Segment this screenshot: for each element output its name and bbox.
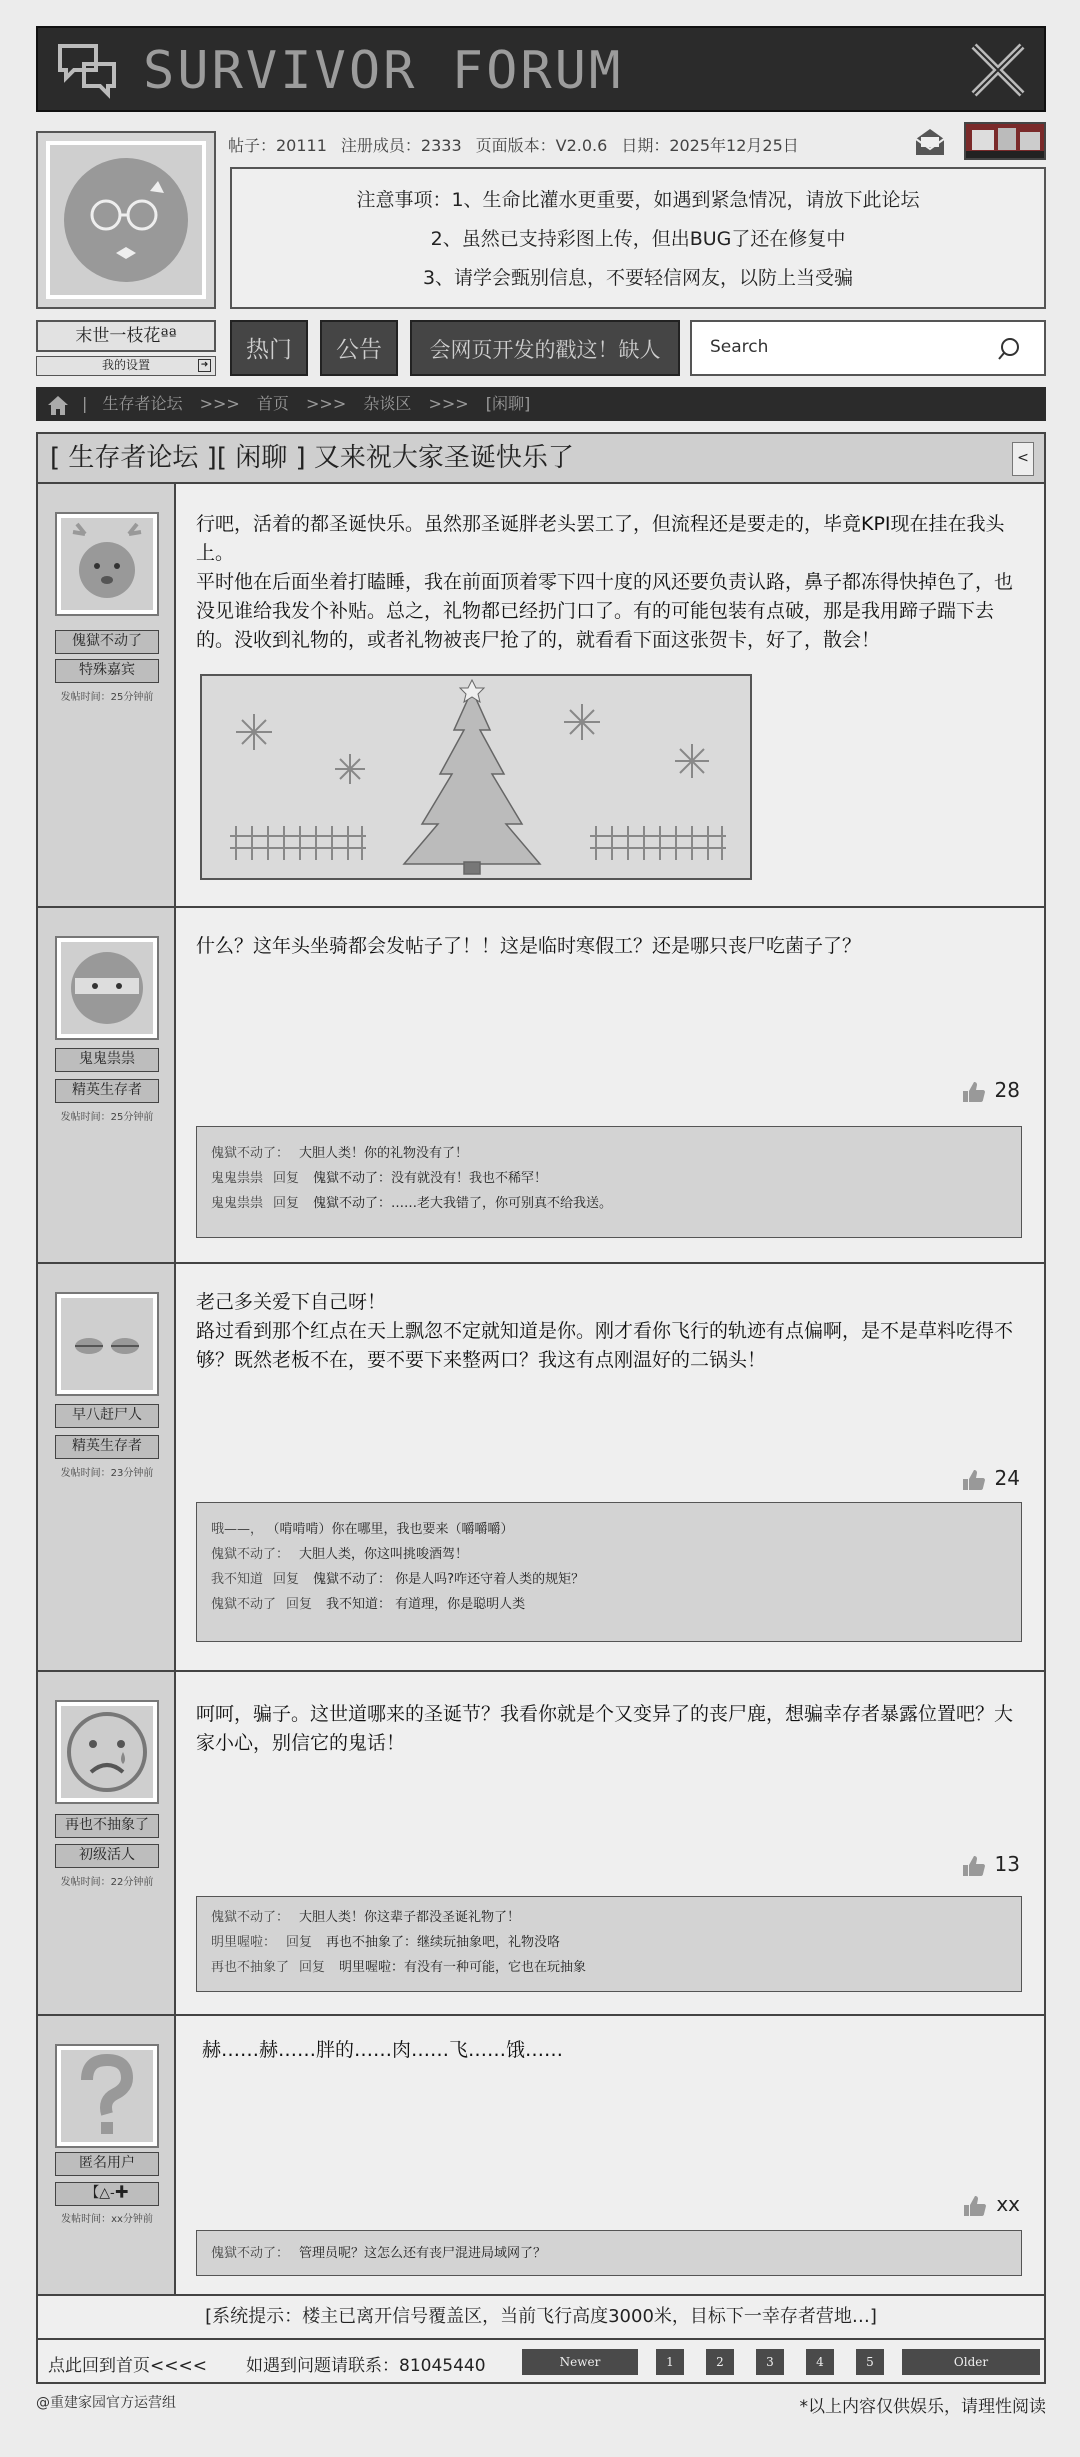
post-content: 老己多关爱下自己呀！ 路过看到那个红点在天上飘忽不定就知道是你。刚才看你飞行的轨迹有点偏啊，是不是草料吃得不够？既然老板不在，要不要下来整两口？我这有点刚温好的二锅头！ [196, 1291, 1014, 1371]
post-content: 赫……赫……胖的……肉……飞……饿…… [202, 2039, 564, 2061]
user-name-badge[interactable]: 再也不抽象了 [55, 1814, 159, 1838]
forum-title: SURVIVOR FORUM [143, 41, 624, 101]
nav-announcement-button[interactable]: 公告 [320, 320, 398, 376]
user-avatar[interactable] [36, 131, 216, 309]
post-time: 发帖时间：25分钟前 [60, 1112, 154, 1123]
user-name-badge[interactable]: 匿名用户 [55, 2152, 159, 2176]
reply-item: 哦——， （啃啃啃）你在哪里，我也要来（嚼嚼嚼） [211, 1522, 514, 1537]
chat-bubbles-icon [56, 42, 118, 100]
reply-item: 傀獄不动了 回复 我不知道： 有道理，你是聪明人类 [211, 1597, 526, 1612]
older-button[interactable]: Older [902, 2349, 1040, 2375]
sleepy-face-icon [57, 1294, 157, 1394]
user-name-badge[interactable]: 鬼鬼祟祟 [55, 1048, 159, 1072]
reply-item: 傀獄不动了： 管理员呢？这怎么还有丧尸混进局域网了？ [211, 2246, 547, 2261]
page-3-button[interactable]: 3 [756, 2349, 784, 2375]
page-4-button[interactable]: 4 [806, 2349, 834, 2375]
post-2 [36, 908, 1046, 1264]
search-icon[interactable] [996, 336, 1022, 362]
post-4 [36, 1672, 1046, 2016]
like-button[interactable]: xx [962, 2192, 1020, 2217]
home-icon[interactable] [46, 394, 70, 416]
system-notice: [系统提示：楼主已离开信号覆盖区，当前飞行高度3000米，目标下一幸存者营地…] [36, 2296, 1046, 2340]
forum-stats: 帖子：20111 注册成员：2333 页面版本：V2.0.6 日期：2025年12月25日 [228, 136, 799, 155]
thumbs-up-icon [962, 2195, 986, 2217]
username: 末世一枝花ªª [36, 320, 216, 352]
newer-button[interactable]: Newer [522, 2349, 638, 2375]
reindeer-icon [57, 514, 157, 614]
footer-bar [36, 2340, 1046, 2384]
go-home-link[interactable]: 点此回到首页<<<< [48, 2356, 207, 2376]
like-button[interactable]: 13 [961, 1852, 1020, 1877]
reply-item: 鬼鬼祟祟 回复 傀獄不动了：……老大我错了，你可别真不给我送。 [211, 1196, 613, 1211]
sleepy-avatar[interactable] [55, 1292, 159, 1396]
exit-icon: ➜ [198, 359, 211, 372]
contact-info: 如遇到问题请联系：81045440 [246, 2356, 486, 2376]
christmas-card-image [200, 674, 752, 880]
thumbs-up-icon [961, 1081, 985, 1103]
reply-list [196, 1502, 1022, 1642]
page-2-button[interactable]: 2 [706, 2349, 734, 2375]
breadcrumb-home[interactable]: 首页 [256, 394, 289, 413]
thumbs-up-icon [961, 1855, 985, 1877]
search-input[interactable]: Search [690, 320, 1046, 376]
post-3 [36, 1264, 1046, 1672]
reply-item: 傀獄不动了： 大胆人类！你的礼物没有了！ [211, 1146, 469, 1161]
reply-item: 明里喔啦： 回复 再也不抽象了：继续玩抽象吧，礼物没咯 [211, 1935, 561, 1950]
copyright: @重建家园官方运营组 [36, 2395, 176, 2411]
post-content: 呵呵，骗子。这世道哪来的圣诞节？我看你就是个又变异了的丧尸鹿，想骗幸存者暴露位置吧？大家小心，别信它的鬼话！ [196, 1703, 1014, 1754]
user-rank-badge: 特殊嘉宾 [55, 659, 159, 683]
page-1-button[interactable]: 1 [656, 2349, 684, 2375]
reply-item: 再也不抽象了 回复 明里喔啦：有没有一种可能，它也在玩抽象 [211, 1960, 587, 1975]
post-content: 行吧，活着的都圣诞快乐。虽然那圣诞胖老头罢工了，但流程还是要走的，毕竟KPI现在挂在我头上。 平时他在后面坐着打瞌睡，我在前面顶着零下四十度的风还要负责认路，鼻子都冻得快掉色了，也没见谁给我发个补贴。总之，礼物都已经扔门口了。有的可能包装有点破，那是我用蹄子踹下去的。没收到礼物的，或者礼物被丧尸抢了的，就看看下面这张贺卡，好了，散会！ [196, 513, 1014, 651]
breadcrumb: | 生存者论坛 >>> 首页 >>> 杂谈区 >>> [闲聊] [36, 387, 1046, 421]
sad-avatar[interactable] [55, 1700, 159, 1804]
reply-list [196, 1896, 1022, 1992]
disclaimer: *以上内容仅供娱乐，请理性阅读 [799, 2397, 1046, 2417]
breadcrumb-chat[interactable]: [闲聊] [485, 394, 531, 413]
nav-hot-button[interactable]: 热门 [230, 320, 308, 376]
user-name-badge[interactable]: 早八赶尸人 [55, 1404, 159, 1428]
sad-face-icon [57, 1702, 157, 1802]
nerd-face-icon [50, 145, 202, 295]
thread-title: [ 生存者论坛 ][ 闲聊 ] 又来祝大家圣诞快乐了 < [36, 432, 1046, 484]
my-settings-button[interactable]: 我的设置 ➜ [36, 356, 216, 376]
collapse-button[interactable]: < [1012, 442, 1034, 476]
question-mark-icon [57, 2046, 157, 2146]
post-time: 发帖时间：xx分钟前 [61, 2214, 153, 2225]
breadcrumb-misc[interactable]: 杂谈区 [363, 394, 412, 413]
like-button[interactable]: 28 [961, 1078, 1020, 1103]
reply-list [196, 1126, 1022, 1238]
user-rank-badge: 精英生存者 [55, 1079, 159, 1103]
like-button[interactable]: 24 [961, 1466, 1020, 1491]
ninja-icon [57, 938, 157, 1038]
survivor-camp-banner[interactable] [964, 122, 1046, 160]
post-content: 什么？这年头坐骑都会发帖子了！！这是临时寒假工？还是哪只丧尸吃菌子了？ [196, 935, 862, 957]
user-rank-badge: 【△-✚ [55, 2182, 159, 2206]
mail-icon[interactable] [913, 125, 947, 159]
ninja-avatar[interactable] [55, 936, 159, 1040]
post-time: 发帖时间：23分钟前 [60, 1468, 154, 1479]
forum-header [36, 26, 1046, 112]
page-5-button[interactable]: 5 [856, 2349, 884, 2375]
post-time: 发帖时间：22分钟前 [60, 1877, 154, 1888]
reindeer-avatar[interactable] [55, 512, 159, 616]
notice-board: 注意事项：1、生命比灌水更重要，如遇到紧急情况，请放下此论坛 2、虽然已支持彩图上传，但出BUG了还在修复中 3、请学会甄别信息，不要轻信网友，以防上当受骗 [230, 167, 1046, 309]
anonymous-avatar[interactable] [55, 2044, 159, 2148]
reply-list [196, 2230, 1022, 2276]
reply-item: 傀獄不动了： 大胆人类！你这辈子都没圣诞礼物了！ [211, 1910, 521, 1925]
nav-dev-recruit-button[interactable]: 会网页开发的戳这！缺人 [410, 320, 680, 376]
close-icon[interactable] [968, 40, 1028, 100]
reply-item: 傀獄不动了： 大胆人类，你这叫挑唆酒驾！ [211, 1547, 469, 1562]
post-time: 发帖时间：25分钟前 [60, 692, 154, 703]
user-rank-badge: 初级活人 [55, 1844, 159, 1868]
reply-item: 我不知道 回复 傀獄不动了： 你是人吗?咋还守着人类的规矩？ [211, 1572, 585, 1587]
user-name-badge[interactable]: 傀獄不动了 [55, 630, 159, 654]
breadcrumb-forum[interactable]: 生存者论坛 [102, 394, 183, 413]
user-rank-badge: 精英生存者 [55, 1435, 159, 1459]
thumbs-up-icon [961, 1469, 985, 1491]
post-5 [36, 2016, 1046, 2296]
reply-item: 鬼鬼祟祟 回复 傀獄不动了：没有就没有！我也不稀罕！ [211, 1171, 548, 1186]
